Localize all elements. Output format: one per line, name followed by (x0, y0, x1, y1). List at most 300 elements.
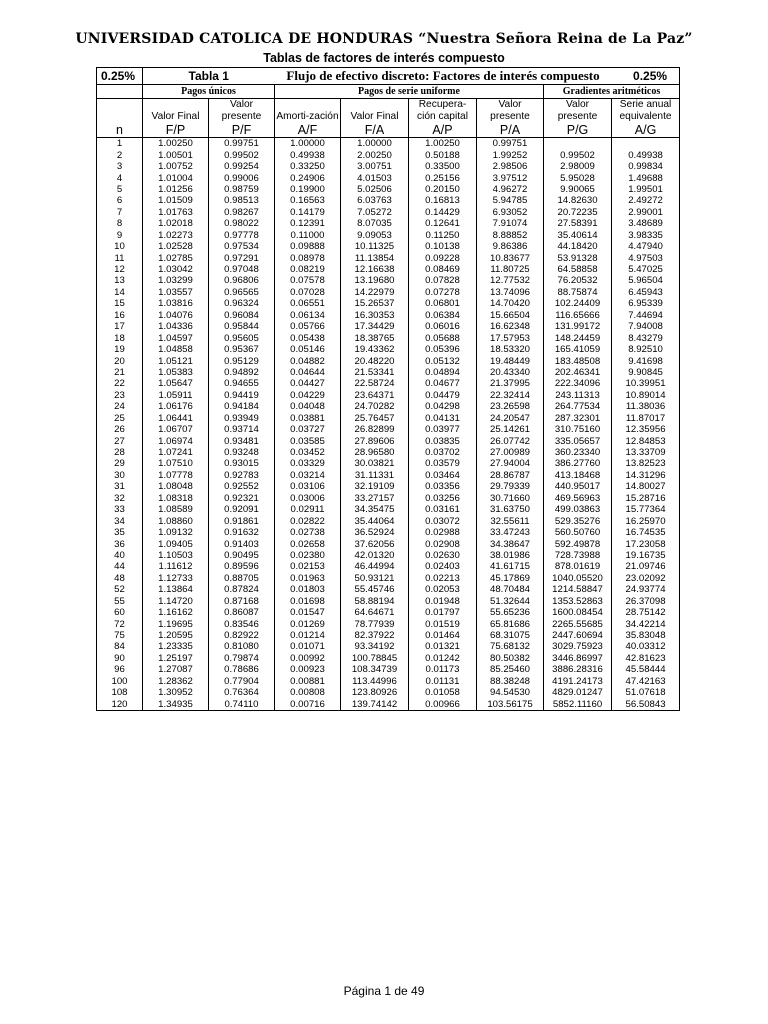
factor-cell: 14.70420 (477, 298, 544, 309)
table-row (97, 332, 680, 343)
factor-cell: 0.03464 (409, 470, 477, 481)
factor-cell: 0.89596 (209, 561, 275, 572)
factor-cell: 0.00923 (275, 664, 341, 675)
subheader-line1: Valor (209, 99, 275, 112)
factor-cell: 1.00501 (143, 149, 209, 160)
factor-cell: 1.25197 (143, 653, 209, 664)
factor-cell: 27.58391 (544, 218, 612, 229)
period-cell: 34 (97, 515, 143, 526)
factor-cell: 1353.52863 (544, 596, 612, 607)
factor-cell: 0.01963 (275, 573, 341, 584)
period-cell: 29 (97, 458, 143, 469)
factor-cell: 1.04858 (143, 344, 209, 355)
factor-cell: 148.24459 (544, 332, 612, 343)
symbol-header-row (97, 123, 680, 138)
factor-cell: 0.01214 (275, 630, 341, 641)
interest-factor-table (96, 67, 680, 711)
factor-cell: 28.96580 (341, 447, 409, 458)
period-cell: 25 (97, 413, 143, 424)
factor-cell: 0.93481 (209, 435, 275, 446)
factor-cell: 1.13864 (143, 584, 209, 595)
factor-cell: 0.02403 (409, 561, 477, 572)
period-cell: 26 (97, 424, 143, 435)
factor-cell: 0.91861 (209, 515, 275, 526)
factor-cell: 0.05146 (275, 344, 341, 355)
factor-cell: 0.03106 (275, 481, 341, 492)
factor-cell: 0.06551 (275, 298, 341, 309)
rate-left: 0.25% (97, 68, 143, 85)
factor-cell: 0.95844 (209, 321, 275, 332)
factor-cell: 0.04048 (275, 401, 341, 412)
factor-cell: 1.02785 (143, 252, 209, 263)
factor-cell: 0.01803 (275, 584, 341, 595)
factor-cell: 0.99006 (209, 172, 275, 183)
factor-cell: 0.96324 (209, 298, 275, 309)
factor-cell: 0.99254 (209, 161, 275, 172)
factor-cell: 6.03763 (341, 195, 409, 206)
factor-cell: 17.23058 (612, 538, 680, 549)
factor-cell: 0.11000 (275, 230, 341, 241)
factor-cell: 0.93714 (209, 424, 275, 435)
factor-cell: 10.11325 (341, 241, 409, 252)
factor-cell: 0.03256 (409, 493, 477, 504)
table-row (97, 641, 680, 652)
factor-cell: 0.01519 (409, 618, 477, 629)
factor-cell: 3.97512 (477, 172, 544, 183)
factor-cell: 131.99172 (544, 321, 612, 332)
factor-cell: 0.99502 (209, 149, 275, 160)
factor-cell: 116.65666 (544, 310, 612, 321)
factor-cell: 1040.05520 (544, 573, 612, 584)
factor-cell: 0.01321 (409, 641, 477, 652)
factor-cell: 42.01320 (341, 550, 409, 561)
factor-cell: 1.19695 (143, 618, 209, 629)
rate-right: 0.25% (612, 68, 680, 85)
factor-cell: 17.57953 (477, 332, 544, 343)
factor-cell: 44.18420 (544, 241, 612, 252)
factor-cell: 46.44994 (341, 561, 409, 572)
factor-cell: 4.96272 (477, 184, 544, 195)
factor-cell: 0.02908 (409, 538, 477, 549)
period-cell: 10 (97, 241, 143, 252)
factor-cell: 4829.01247 (544, 687, 612, 698)
factor-cell: 1.04597 (143, 332, 209, 343)
factor-cell: 36.52924 (341, 527, 409, 538)
factor-cell: 13.74096 (477, 287, 544, 298)
period-cell: 40 (97, 550, 143, 561)
table-row (97, 401, 680, 412)
table-row (97, 195, 680, 206)
factor-cell: 1.04336 (143, 321, 209, 332)
factor-cell: 0.05766 (275, 321, 341, 332)
table-row (97, 584, 680, 595)
subheader-line1 (143, 99, 209, 112)
table-row (97, 149, 680, 160)
factor-cell: 16.74535 (612, 527, 680, 538)
factor-cell: 68.31075 (477, 630, 544, 641)
factor-cell: 0.00881 (275, 676, 341, 687)
factor-cell: 1.08048 (143, 481, 209, 492)
factor-cell: 1.07778 (143, 470, 209, 481)
factor-cell: 2.00250 (341, 149, 409, 160)
interest-table-container (96, 67, 679, 711)
factor-cell: 0.02053 (409, 584, 477, 595)
factor-cell: 78.77939 (341, 618, 409, 629)
table-row (97, 310, 680, 321)
table-row (97, 676, 680, 687)
factor-cell: 0.90495 (209, 550, 275, 561)
factor-cell: 222.34096 (544, 378, 612, 389)
factor-cell: 21.37995 (477, 378, 544, 389)
table-row (97, 138, 680, 150)
factor-cell: 7.91074 (477, 218, 544, 229)
factor-cell: 19.16735 (612, 550, 680, 561)
factor-cell: 0.91632 (209, 527, 275, 538)
factor-cell: 45.17869 (477, 573, 544, 584)
table-row (97, 527, 680, 538)
factor-cell: 28.75142 (612, 607, 680, 618)
table-row (97, 252, 680, 263)
factor-cell: 11.87017 (612, 413, 680, 424)
factor-cell: 1.03299 (143, 275, 209, 286)
period-cell: 23 (97, 390, 143, 401)
factor-cell: 0.03214 (275, 470, 341, 481)
factor-cell: 0.08469 (409, 264, 477, 275)
factor-cell: 0.07828 (409, 275, 477, 286)
factor-cell: 243.11313 (544, 390, 612, 401)
factor-cell: 1.00000 (275, 138, 341, 150)
factor-cell: 85.25460 (477, 664, 544, 675)
subheader-line1 (275, 99, 341, 112)
factor-cell: 0.92091 (209, 504, 275, 515)
factor-cell: 0.49938 (275, 149, 341, 160)
factor-cell: 0.00992 (275, 653, 341, 664)
period-cell: 22 (97, 378, 143, 389)
factor-cell: 7.44694 (612, 310, 680, 321)
factor-cell: 0.94184 (209, 401, 275, 412)
factor-cell: 0.93248 (209, 447, 275, 458)
factor-cell: 0.92321 (209, 493, 275, 504)
period-cell: 20 (97, 355, 143, 366)
table-row (97, 275, 680, 286)
table-row (97, 447, 680, 458)
factor-cell: 1.03042 (143, 264, 209, 275)
factor-cell: 1.06176 (143, 401, 209, 412)
table-row (97, 230, 680, 241)
factor-cell: 0.04427 (275, 378, 341, 389)
factor-cell: 0.02738 (275, 527, 341, 538)
factor-cell: 12.16638 (341, 264, 409, 275)
factor-cell: 1.02018 (143, 218, 209, 229)
factor-cell: 0.02153 (275, 561, 341, 572)
factor-cell: 5.95028 (544, 172, 612, 183)
factor-cell: 88.38248 (477, 676, 544, 687)
factor-cell: 0.01131 (409, 676, 477, 687)
factor-cell: 20.72235 (544, 207, 612, 218)
period-cell: 72 (97, 618, 143, 629)
factor-cell: 6.95339 (612, 298, 680, 309)
factor-cell: 878.01619 (544, 561, 612, 572)
factor-cell: 9.41698 (612, 355, 680, 366)
factor-cell: 0.97778 (209, 230, 275, 241)
factor-cell: 0.79874 (209, 653, 275, 664)
flujo-title: Flujo de efectivo discreto: Factores de interés compuesto (275, 68, 612, 85)
factor-cell: 1.16162 (143, 607, 209, 618)
table-row (97, 653, 680, 664)
factor-cell: 48.70484 (477, 584, 544, 595)
factor-cell: 1.03816 (143, 298, 209, 309)
factor-cell: 3.98335 (612, 230, 680, 241)
factor-cell: 3029.75923 (544, 641, 612, 652)
factor-cell: 26.07742 (477, 435, 544, 446)
factor-cell: 0.98759 (209, 184, 275, 195)
factor-cell: 108.34739 (341, 664, 409, 675)
factor-cell: 45.58444 (612, 664, 680, 675)
factor-cell: 1.06707 (143, 424, 209, 435)
period-cell: 27 (97, 435, 143, 446)
factor-cell: 0.93015 (209, 458, 275, 469)
period-cell: 4 (97, 172, 143, 183)
factor-cell: 82.37922 (341, 630, 409, 641)
factor-cell: 50.93121 (341, 573, 409, 584)
factor-cell: 0.00716 (275, 698, 341, 710)
period-cell: 13 (97, 275, 143, 286)
factor-cell: 0.02213 (409, 573, 477, 584)
factor-cell: 8.43279 (612, 332, 680, 343)
period-cell: 16 (97, 310, 143, 321)
factor-cell: 24.20547 (477, 413, 544, 424)
factor-cell: 0.01547 (275, 607, 341, 618)
factor-cell: 0.09228 (409, 252, 477, 263)
factor-cell: 0.91403 (209, 538, 275, 549)
column-symbol: A/P (409, 123, 477, 138)
table-row (97, 298, 680, 309)
factor-cell: 0.03161 (409, 504, 477, 515)
factor-cell: 264.77534 (544, 401, 612, 412)
period-cell: 18 (97, 332, 143, 343)
factor-cell: 0.94419 (209, 390, 275, 401)
period-cell: 55 (97, 596, 143, 607)
factor-cell: 0.04131 (409, 413, 477, 424)
factor-cell: 0.16813 (409, 195, 477, 206)
factor-cell: 0.05438 (275, 332, 341, 343)
factor-cell: 19.43362 (341, 344, 409, 355)
period-cell: 31 (97, 481, 143, 492)
factor-cell: 0.05396 (409, 344, 477, 355)
period-cell: 3 (97, 161, 143, 172)
factor-cell: 0.10138 (409, 241, 477, 252)
table-title-row (97, 68, 680, 85)
factor-cell: 1.05911 (143, 390, 209, 401)
factor-cell: 0.98267 (209, 207, 275, 218)
factor-cell: 9.86386 (477, 241, 544, 252)
factor-cell: 0.00966 (409, 698, 477, 710)
period-cell: 120 (97, 698, 143, 710)
table-row (97, 264, 680, 275)
factor-cell: 0.14179 (275, 207, 341, 218)
factor-cell: 0.02380 (275, 550, 341, 561)
factor-cell: 34.42214 (612, 618, 680, 629)
factor-cell: 0.03452 (275, 447, 341, 458)
period-cell: 2 (97, 149, 143, 160)
table-row (97, 596, 680, 607)
factor-cell: 23.02092 (612, 573, 680, 584)
table-row (97, 561, 680, 572)
factor-cell: 38.01986 (477, 550, 544, 561)
factor-cell: 12.77532 (477, 275, 544, 286)
subheader-line2: Amorti-zación (276, 111, 339, 122)
factor-cell: 0.98022 (209, 218, 275, 229)
factor-cell: 6.93052 (477, 207, 544, 218)
factor-cell: 1.12733 (143, 573, 209, 584)
factor-cell: 75.68132 (477, 641, 544, 652)
factor-cell: 413.18468 (544, 470, 612, 481)
factor-cell: 0.09888 (275, 241, 341, 252)
factor-cell: 0.99502 (544, 149, 612, 160)
factor-cell: 1.01763 (143, 207, 209, 218)
factor-cell: 33.47243 (477, 527, 544, 538)
factor-cell: 5.94785 (477, 195, 544, 206)
factor-cell: 20.43340 (477, 367, 544, 378)
period-cell: 90 (97, 653, 143, 664)
factor-cell: 0.03835 (409, 435, 477, 446)
factor-cell: 65.81686 (477, 618, 544, 629)
factor-cell: 1.04076 (143, 310, 209, 321)
column-symbol: A/G (612, 123, 680, 138)
factor-cell: 0.12391 (275, 218, 341, 229)
page-number: Página 1 de 49 (343, 984, 425, 998)
factor-cell: 7.94008 (612, 321, 680, 332)
factor-cell: 1.03557 (143, 287, 209, 298)
factor-cell: 2.98506 (477, 161, 544, 172)
factor-cell: 1.02528 (143, 241, 209, 252)
period-cell: 60 (97, 607, 143, 618)
factor-cell: 0.82922 (209, 630, 275, 641)
factor-cell: 12.84853 (612, 435, 680, 446)
period-cell: 35 (97, 527, 143, 538)
factor-cell: 13.82523 (612, 458, 680, 469)
table-subtitle: Tablas de factores de interés compuesto (263, 51, 505, 65)
table-row (97, 241, 680, 252)
factor-cell: 440.95017 (544, 481, 612, 492)
table-row (97, 550, 680, 561)
factor-cell: 0.83546 (209, 618, 275, 629)
factor-cell: 0.03702 (409, 447, 477, 458)
factor-cell: 0.33250 (275, 161, 341, 172)
factor-cell: 0.12641 (409, 218, 477, 229)
factor-cell: 0.01242 (409, 653, 477, 664)
table-row (97, 367, 680, 378)
factor-cell: 0.20150 (409, 184, 477, 195)
factor-cell: 0.99834 (612, 161, 680, 172)
factor-cell: 1.01509 (143, 195, 209, 206)
factor-cell: 113.44996 (341, 676, 409, 687)
factor-cell: 123.80926 (341, 687, 409, 698)
factor-cell: 0.07578 (275, 275, 341, 286)
table-row (97, 344, 680, 355)
period-cell: 1 (97, 138, 143, 150)
table-row (97, 172, 680, 183)
table-row (97, 493, 680, 504)
factor-cell: 0.07028 (275, 287, 341, 298)
factor-cell: 0.96565 (209, 287, 275, 298)
factor-cell: 76.20532 (544, 275, 612, 286)
factor-cell: 287.32301 (544, 413, 612, 424)
factor-cell: 1.05383 (143, 367, 209, 378)
column-symbol: P/A (477, 123, 544, 138)
factor-cell: 0.02658 (275, 538, 341, 549)
period-cell: 32 (97, 493, 143, 504)
factor-cell: 64.64671 (341, 607, 409, 618)
column-symbol: F/A (341, 123, 409, 138)
factor-cell: 0.07278 (409, 287, 477, 298)
table-row (97, 698, 680, 710)
factor-cell: 28.86787 (477, 470, 544, 481)
factor-cell: 0.92783 (209, 470, 275, 481)
factor-cell: 202.46341 (544, 367, 612, 378)
factor-cell: 8.07035 (341, 218, 409, 229)
period-cell: 17 (97, 321, 143, 332)
factor-cell: 335.05657 (544, 435, 612, 446)
factor-cell: 9.90065 (544, 184, 612, 195)
period-cell: 19 (97, 344, 143, 355)
subheader-line2: presente (477, 111, 544, 123)
factor-cell: 0.19900 (275, 184, 341, 195)
factor-cell: 1.01256 (143, 184, 209, 195)
factor-cell: 15.77364 (612, 504, 680, 515)
factor-cell: 1.14720 (143, 596, 209, 607)
factor-cell: 31.63750 (477, 504, 544, 515)
factor-cell: 42.81623 (612, 653, 680, 664)
factor-cell: 22.58724 (341, 378, 409, 389)
factor-cell: 1600.08454 (544, 607, 612, 618)
factor-cell (612, 138, 680, 150)
factor-cell: 1.08860 (143, 515, 209, 526)
period-cell: 5 (97, 184, 143, 195)
factor-cell: 0.03579 (409, 458, 477, 469)
factor-cell: 24.70282 (341, 401, 409, 412)
factor-cell: 0.97291 (209, 252, 275, 263)
period-cell: 96 (97, 664, 143, 675)
factor-cell: 14.22979 (341, 287, 409, 298)
factor-cell: 0.16563 (275, 195, 341, 206)
group-pagos-serie-uniforme: Pagos de serie uniforme (275, 85, 544, 99)
factor-cell: 94.54530 (477, 687, 544, 698)
group-header-row (97, 85, 680, 99)
factor-cell: 0.95367 (209, 344, 275, 355)
factor-cell: 0.94892 (209, 367, 275, 378)
factor-cell: 16.62348 (477, 321, 544, 332)
factor-cell: 2.49272 (612, 195, 680, 206)
factor-cell: 0.04894 (409, 367, 477, 378)
column-symbol: P/F (209, 123, 275, 138)
factor-cell: 14.80027 (612, 481, 680, 492)
period-cell: 8 (97, 218, 143, 229)
factor-cell: 0.74110 (209, 698, 275, 710)
factor-cell: 1.09132 (143, 527, 209, 538)
subheader-line1: Valor (544, 99, 612, 112)
factor-cell: 0.04677 (409, 378, 477, 389)
factor-cell: 592.49878 (544, 538, 612, 549)
factor-cell: 16.30353 (341, 310, 409, 321)
table-row (97, 207, 680, 218)
factor-cell: 0.33500 (409, 161, 477, 172)
factor-cell: 0.96806 (209, 275, 275, 286)
factor-cell: 17.34429 (341, 321, 409, 332)
factor-cell: 1.06441 (143, 413, 209, 424)
factor-cell: 55.45746 (341, 584, 409, 595)
period-cell: 21 (97, 367, 143, 378)
